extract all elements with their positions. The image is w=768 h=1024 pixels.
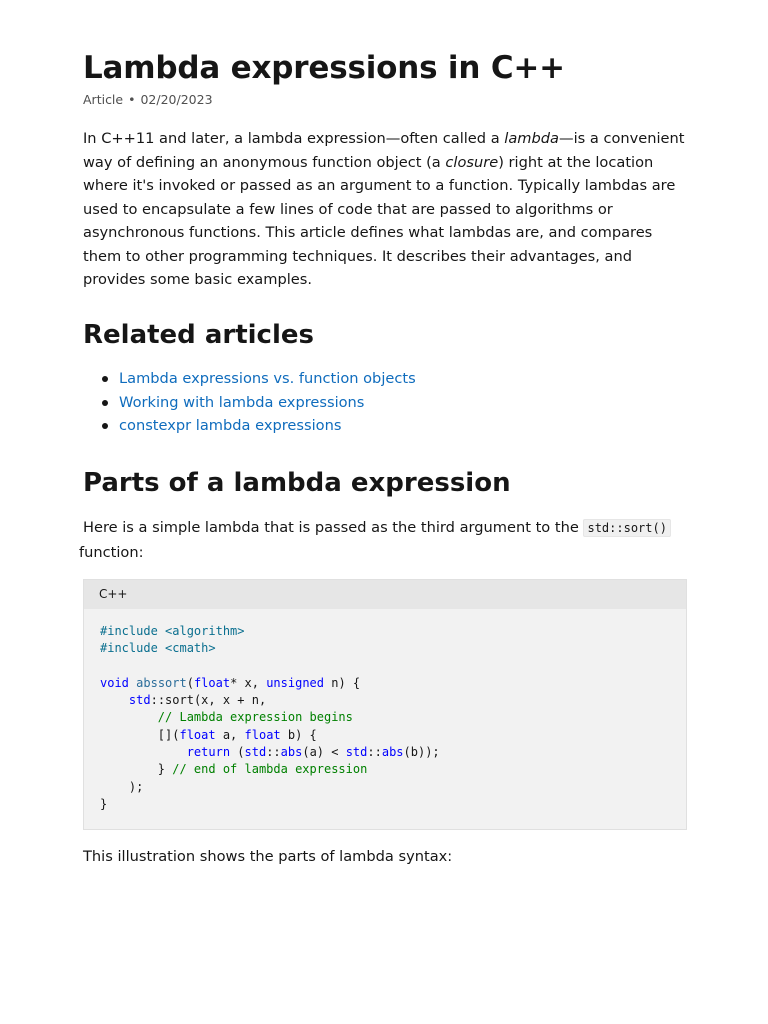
code-keyword: unsigned bbox=[266, 675, 324, 690]
parts-text-after: function: bbox=[79, 543, 144, 561]
code-keyword: float bbox=[244, 727, 281, 742]
code-function-name: abs bbox=[280, 745, 303, 760]
code-namespace: std bbox=[128, 693, 151, 708]
code-block bbox=[83, 579, 687, 830]
article-meta bbox=[83, 92, 213, 107]
meta-date: 02/20/2023 bbox=[140, 92, 213, 107]
page-title: Lambda expressions in C++ bbox=[83, 50, 565, 86]
intro-paragraph bbox=[83, 127, 687, 292]
code-text: * x, bbox=[230, 675, 267, 690]
code-text: a, bbox=[215, 727, 245, 742]
related-articles-heading: Related articles bbox=[83, 320, 314, 350]
intro-em-closure: closure bbox=[445, 153, 499, 171]
code-text: (b)); bbox=[403, 745, 440, 760]
code-keyword: void bbox=[100, 675, 129, 690]
list-item bbox=[119, 414, 416, 438]
code-text: :: bbox=[266, 745, 281, 760]
list-item bbox=[119, 367, 416, 391]
code-text: } bbox=[100, 796, 108, 811]
code-comment: // end of lambda expression bbox=[172, 762, 368, 777]
code-text: :: bbox=[367, 745, 382, 760]
meta-type: Article bbox=[83, 92, 124, 107]
code-text: ); bbox=[128, 779, 144, 794]
intro-text-2: —is a convenient way of defining an anonymous function object (a bbox=[83, 130, 685, 171]
code-text: ::sort(x, x + n, bbox=[150, 693, 267, 708]
code-text: n) { bbox=[324, 675, 361, 690]
code-line-2: #include <cmath> bbox=[100, 641, 216, 656]
meta-separator: • bbox=[128, 92, 136, 107]
code-namespace: std bbox=[345, 745, 368, 760]
code-language-label: C++ bbox=[84, 580, 686, 609]
related-link-function-objects[interactable]: Lambda expressions vs. function objects bbox=[119, 370, 416, 387]
list-item bbox=[119, 391, 416, 415]
code-function-name: abs bbox=[381, 745, 404, 760]
code-line-1: #include <algorithm> bbox=[100, 624, 245, 638]
intro-text-3: ) right at the location where it's invoked or passed as an argument to a function. Typically lambdas are used to encapsulate a few lines of code that are passed to algorithms or asynchronous functions. This article defines what lambdas are, and compares them to other programming techniques. It describes their advantages, and provides some basic examples. bbox=[83, 153, 676, 288]
code-namespace: std bbox=[244, 745, 267, 760]
code-comment: // Lambda expression begins bbox=[157, 710, 353, 725]
code-content[interactable]: #include <algorithm> #include <cmath> void abssort(float* x, unsigned n) { std::sort(x, x + n, // Lambda expression begins [](float a, float b) { return (std::abs(a) < std::abs(b)); } // end of lambda expression ); } bbox=[100, 624, 440, 811]
parts-text-before: Here is a simple lambda that is passed as the third argument to the bbox=[83, 519, 584, 536]
related-articles-list bbox=[83, 367, 416, 438]
code-text: (a) < bbox=[302, 745, 346, 760]
code-text: } bbox=[157, 762, 173, 777]
related-link-working-with-lambdas[interactable]: Working with lambda expressions bbox=[119, 393, 365, 411]
parts-heading: Parts of a lambda expression bbox=[83, 468, 511, 498]
parts-intro-paragraph bbox=[79, 516, 687, 564]
illustration-caption: This illustration shows the parts of lambda syntax: bbox=[83, 848, 453, 865]
code-text: b) { bbox=[280, 727, 317, 742]
code-text: []( bbox=[157, 727, 180, 742]
code-keyword: return bbox=[186, 745, 231, 760]
related-link-constexpr-lambdas[interactable]: constexpr lambda expressions bbox=[119, 417, 342, 434]
intro-em-lambda: lambda bbox=[504, 130, 559, 147]
code-text: ( bbox=[230, 745, 245, 760]
inline-code-std-sort: std::sort() bbox=[583, 519, 670, 537]
code-keyword: float bbox=[179, 727, 216, 742]
code-keyword: float bbox=[193, 675, 231, 690]
code-function-name: abssort bbox=[136, 675, 187, 690]
intro-text-1: In C++11 and later, a lambda expression—often called a bbox=[83, 130, 505, 147]
